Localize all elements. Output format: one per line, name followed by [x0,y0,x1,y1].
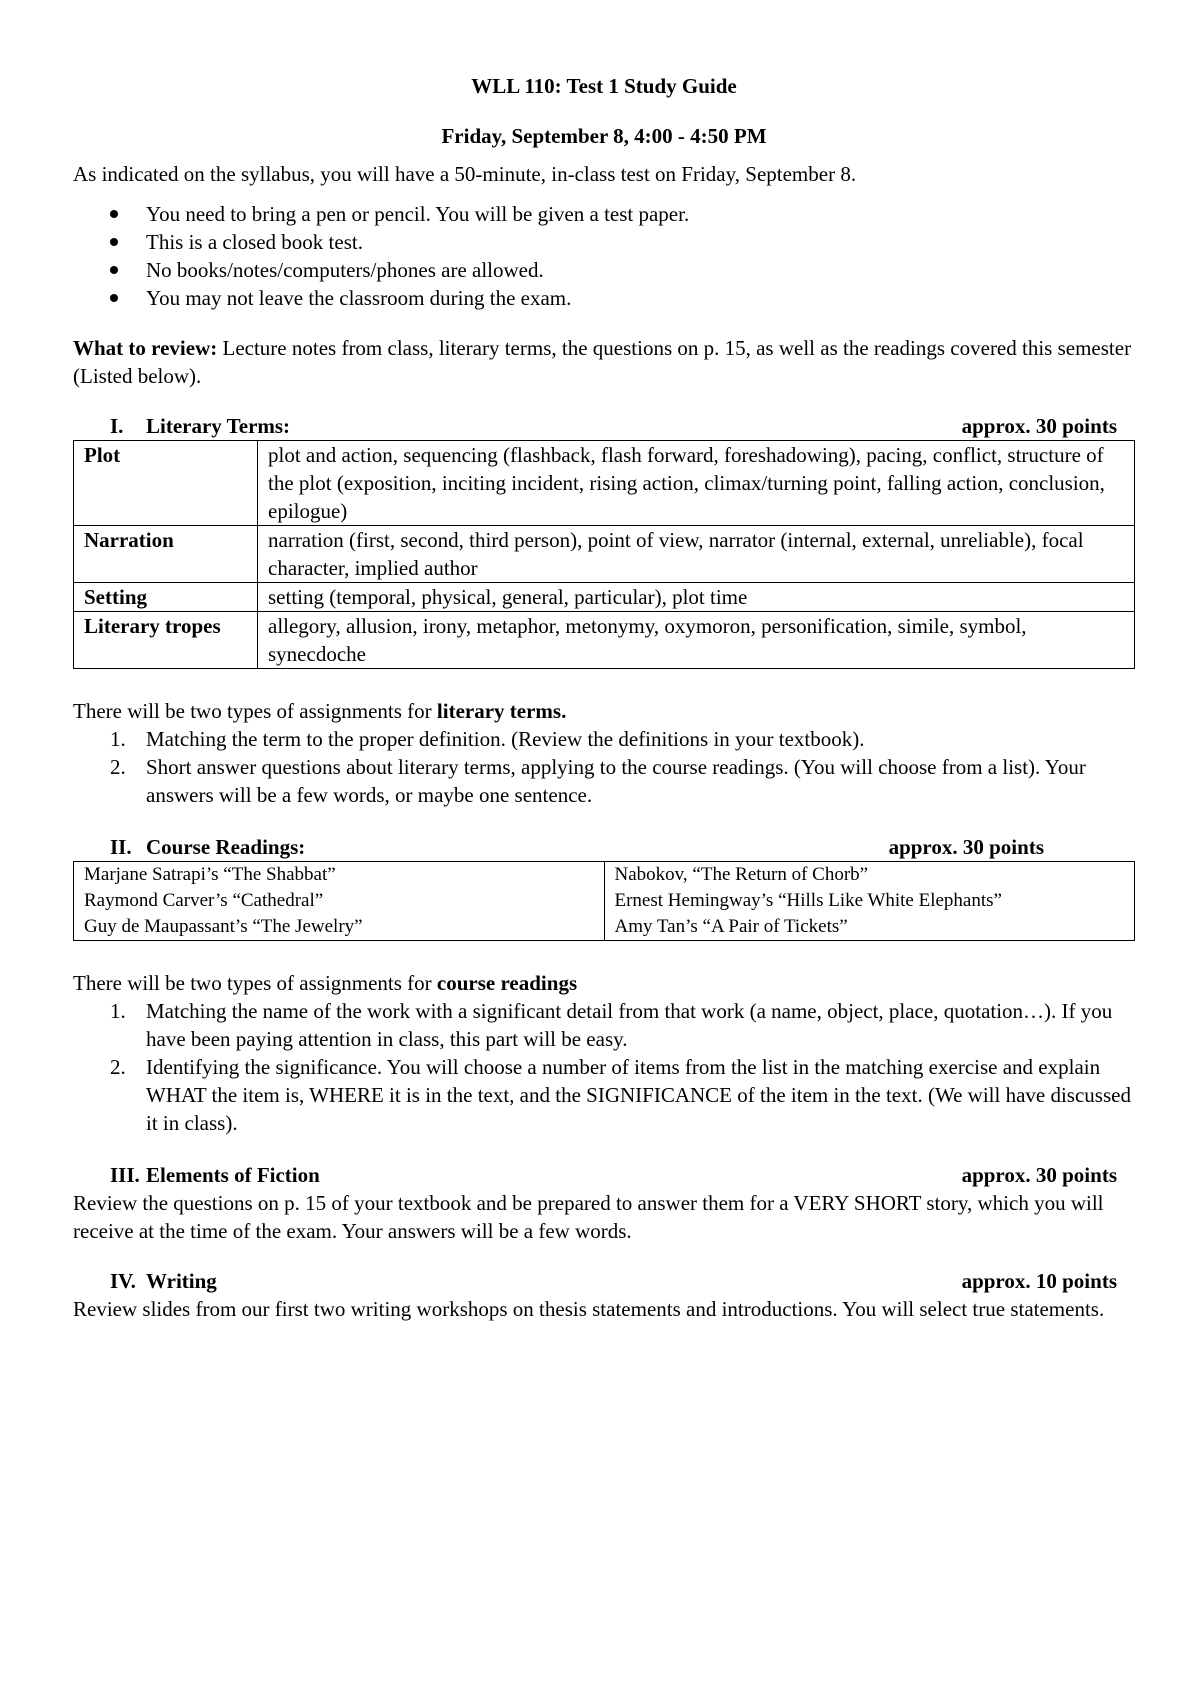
definition-cell: allegory, allusion, irony, metaphor, metonymy, oxymoron, personification, simile, symbol, synecdoche [258,612,1135,669]
term-cell: Setting [74,583,258,612]
term-cell: Plot [74,441,258,526]
reading-cell: Guy de Maupassant’s “The Jewelry” [74,914,605,941]
table-row [74,888,1135,914]
section-points: approx. 30 points [961,414,1117,438]
section-literary-terms-heading [73,412,1135,440]
section-points: approx. 30 points [888,835,1044,859]
term-cell: Narration [74,526,258,583]
section-number: II. [110,835,132,859]
list-item: 1. Matching the term to the proper definition. (Review the definitions in your textbook). [110,727,865,751]
bullet-icon [110,238,118,246]
list-item: This is a closed book test. [73,228,1135,256]
section-points: approx. 30 points [961,1163,1117,1187]
section-title: Elements of Fiction [146,1163,320,1187]
list-item: 2. Short answer questions about literary terms, applying to the course readings. (You will choose from a list). Your answers will be a few words, or maybe one sentence. [110,755,1086,807]
course-readings-assignments: There will be two types of assignments for course readings [73,971,578,995]
table-row [74,914,1135,941]
section-course-readings-heading [73,833,1135,861]
table-row [74,583,1135,612]
page-title: WLL 110: Test 1 Study Guide [471,74,737,98]
section-title: Literary Terms: [146,414,291,438]
section-elements-of-fiction-heading [73,1161,1135,1189]
elements-of-fiction-text: Review the questions on p. 15 of your textbook and be prepared to answer them for a VERY SHORT story, which you will receive at the time of the exam. Your answers will be a few words. [73,1191,1104,1243]
section-number: III. [110,1163,140,1187]
course-readings-assignment-list [73,997,1135,1137]
list-item: No books/notes/computers/phones are allowed. [73,256,1135,284]
definition-cell: narration (first, second, third person), point of view, narrator (internal, external, unreliable), focal character, implied author [258,526,1135,583]
table-row [74,862,1135,889]
review-text: Lecture notes from class, literary terms, the questions on p. 15, as well as the readings covered this semester (Listed below). [73,336,1132,388]
table-row [74,612,1135,669]
reading-cell: Ernest Hemingway’s “Hills Like White Elephants” [604,888,1135,914]
reading-cell: Raymond Carver’s “Cathedral” [74,888,605,914]
reading-cell: Amy Tan’s “A Pair of Tickets” [604,914,1135,941]
intro-text: As indicated on the syllabus, you will have a 50-minute, in-class test on Friday, September 8. [73,162,857,186]
list-item: You may not leave the classroom during the exam. [73,284,1135,312]
section-title: Writing [146,1269,217,1293]
literary-terms-table [73,440,1135,669]
table-row [74,441,1135,526]
definition-cell: plot and action, sequencing (flashback, flash forward, foreshadowing), pacing, conflict, structure of the plot (exposition, inciting incident, rising action, climax/turning point, falling action, conclusion, epilogue) [258,441,1135,526]
literary-terms-assignment-list [73,725,1135,809]
list-item: 2. Identifying the significance. You will choose a number of items from the list in the matching exercise and explain WHAT the item is, WHERE it is in the text, and the SIGNIFICANCE of the item in the text. (We will have discussed it in class). [110,1055,1131,1135]
rules-list [73,200,1135,312]
reading-cell: Nabokov, “The Return of Chorb” [604,862,1135,889]
bullet-icon [110,294,118,302]
bullet-icon [110,210,118,218]
section-number: IV. [110,1269,136,1293]
review-label: What to review: [73,336,218,360]
section-writing-heading [73,1267,1135,1295]
document-body [73,72,1135,1323]
section-points: approx. 10 points [961,1269,1117,1293]
section-title: Course Readings: [146,835,306,859]
reading-cell: Marjane Satrapi’s “The Shabbat” [74,862,605,889]
review-paragraph [73,334,1135,390]
bullet-icon [110,266,118,274]
writing-text: Review slides from our first two writing workshops on thesis statements and introductions. You will select true statements. [73,1297,1105,1321]
table-row [74,526,1135,583]
term-cell: Literary tropes [74,612,258,669]
test-date: Friday, September 8, 4:00 - 4:50 PM [441,124,767,148]
literary-terms-assignments: There will be two types of assignments for literary terms. [73,699,567,723]
definition-cell: setting (temporal, physical, general, particular), plot time [258,583,1135,612]
list-item: You need to bring a pen or pencil. You will be given a test paper. [73,200,1135,228]
list-item: 1. Matching the name of the work with a significant detail from that work (a name, object, place, quotation…). If you have been paying attention in class, this part will be easy. [110,999,1113,1051]
section-number: I. [110,414,124,438]
course-readings-table [73,861,1135,941]
